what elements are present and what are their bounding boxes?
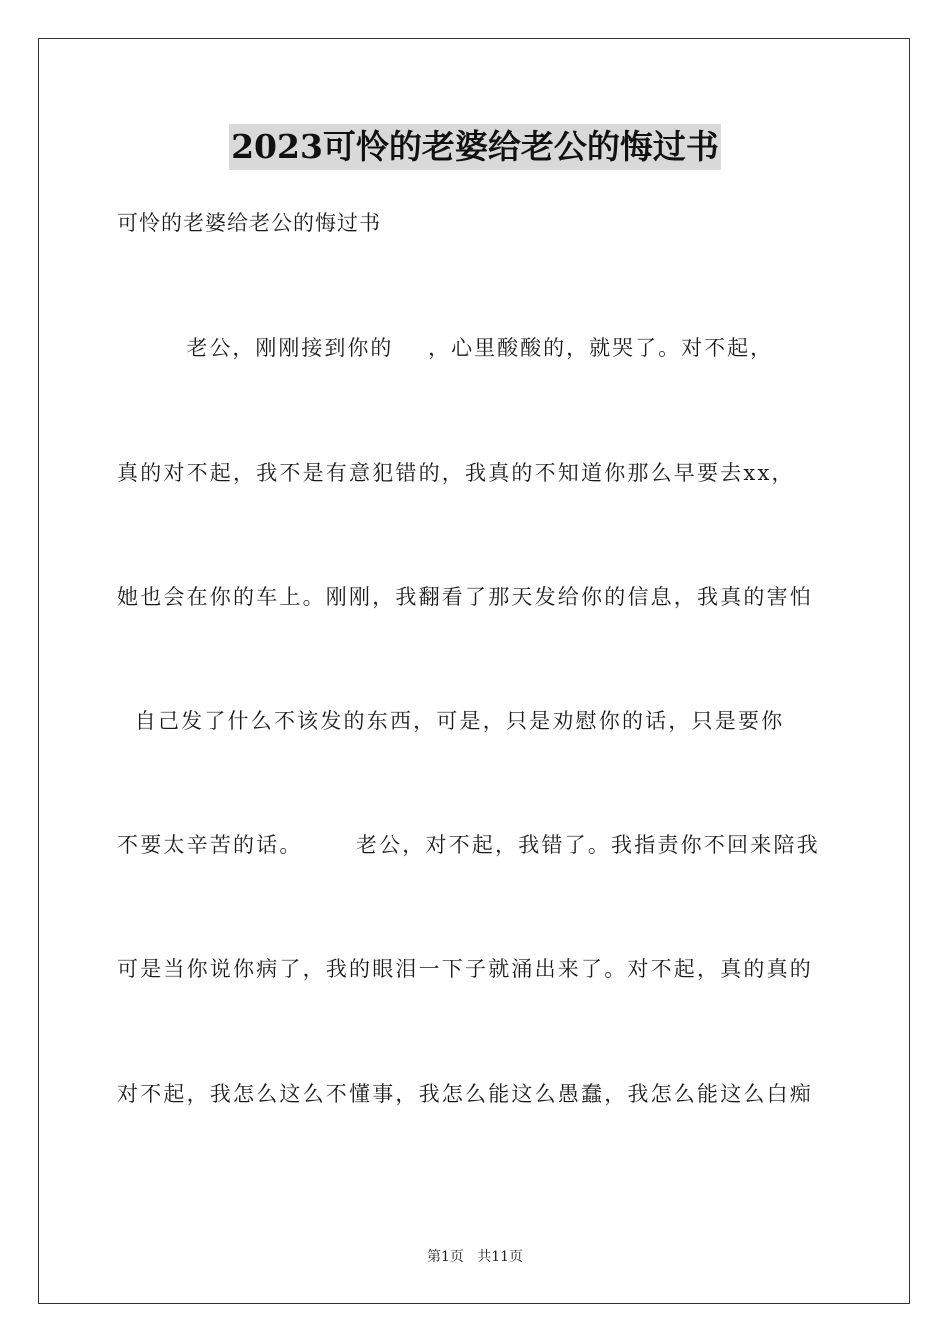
body-line: 对不起，我怎么这么不懂事，我怎么能这么愚蠢，我怎么能这么白痴 [117,1082,813,1106]
body-line: 真的对不起，我不是有意犯错的，我真的不知道你那么早要去xx， [117,461,795,485]
body-line: 老公，刚刚接到你的 ，心里酸酸的，就哭了。对不起， [117,336,774,360]
document-title: 2023可怜的老婆给老公的悔过书 [229,124,721,170]
body-line: 可是当你说你病了，我的眼泪一下子就涌出来了。对不起，真的真的 [117,957,813,981]
title-container [0,124,950,170]
body-line: 她也会在你的车上。刚刚，我翻看了那天发给你的信息，我真的害怕 [117,585,813,609]
body-line: 自己发了什么不该发的东西，可是，只是劝慰你的话，只是要你 [117,709,785,733]
document-subtitle: 可怜的老婆给老公的悔过书 [117,211,381,235]
page-footer: 第1页 共11页 [426,1249,524,1265]
body-line: 不要太辛苦的话。 老公，对不起，我错了。我指责你不回来陪我 [117,833,820,857]
